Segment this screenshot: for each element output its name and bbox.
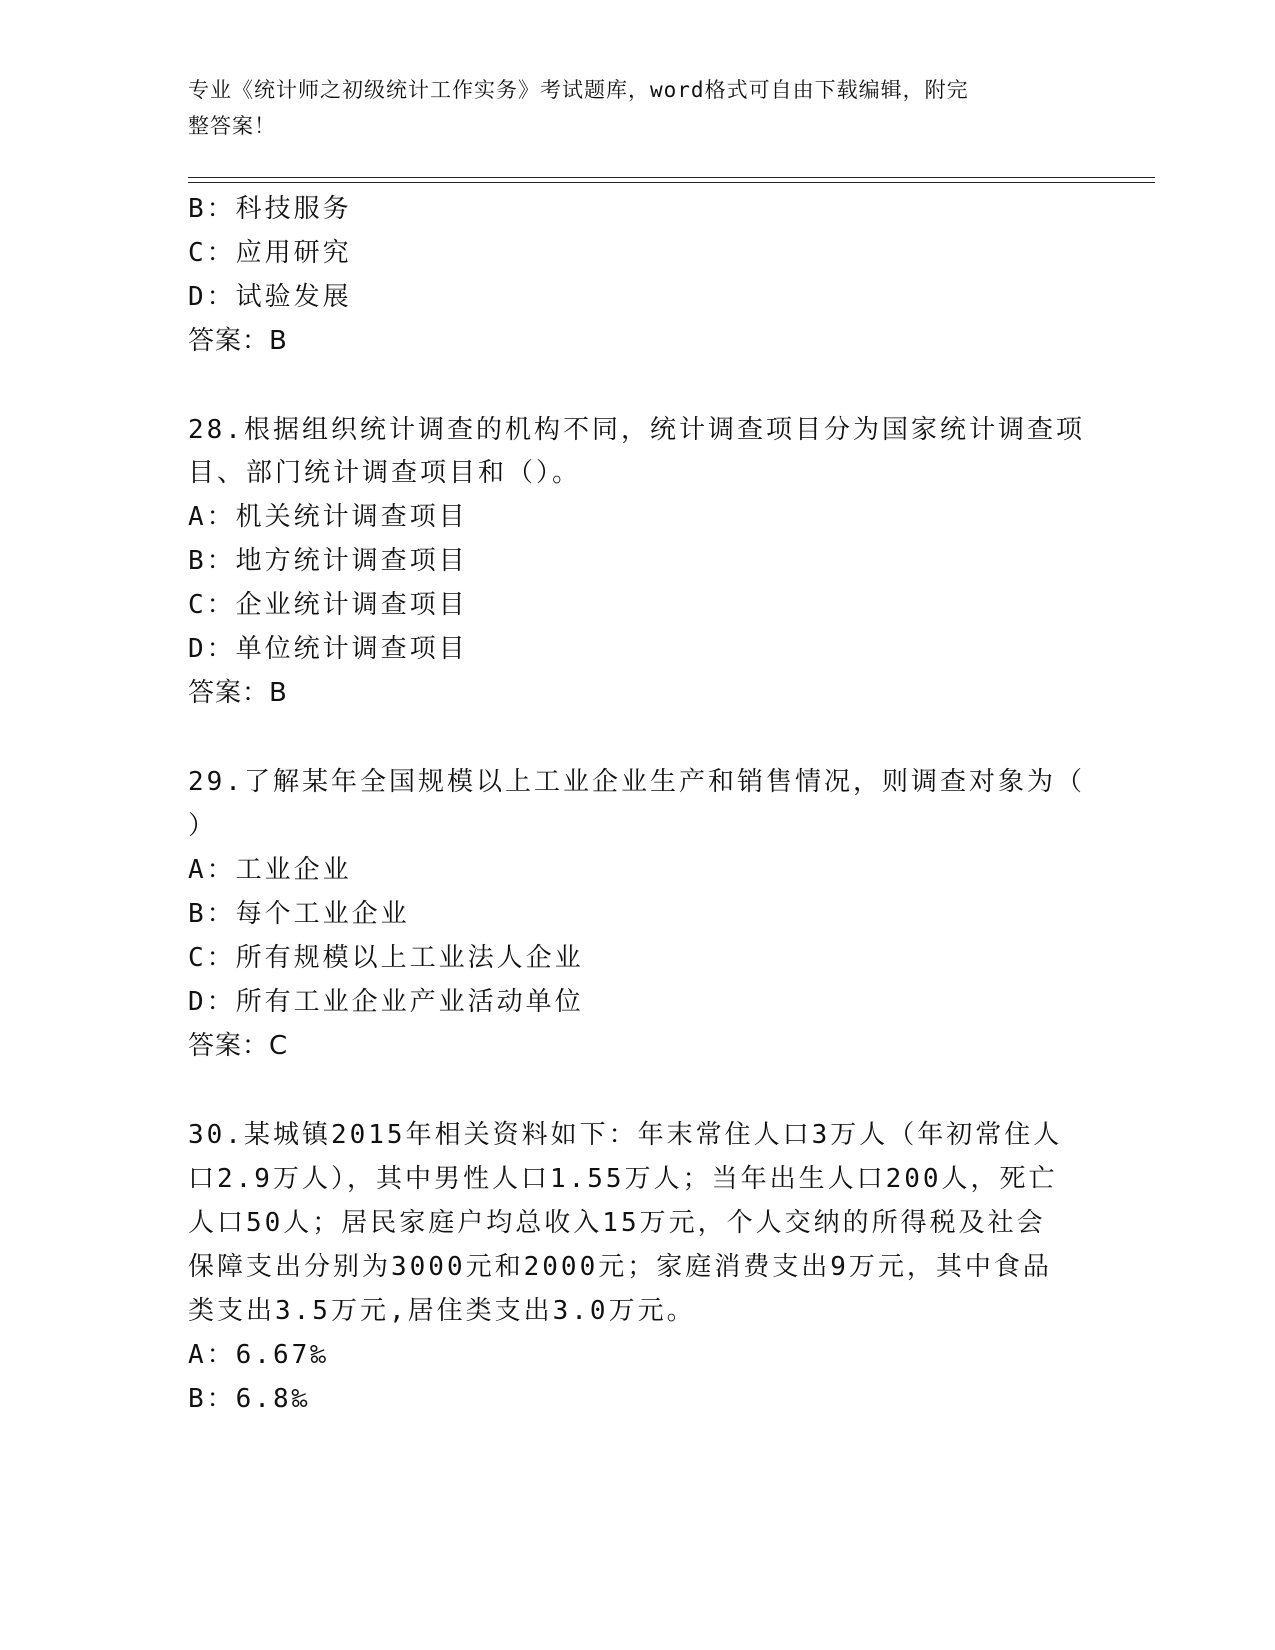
q29-stem-line-1: 29.了解某年全国规模以上工业企业生产和销售情况，则调查对象为（ [188,767,1085,797]
q30-option-b: B：6.8‰ [188,1384,311,1414]
q28-stem-line-1: 28.根据组织统计调查的机构不同，统计调查项目分为国家统计调查项 [188,415,1085,445]
q30-stem-line-1: 30.某城镇2015年相关资料如下：年末常住人口3万人（年初常住人 [188,1120,1063,1150]
q30-option-a: A：6.67‰ [188,1340,329,1370]
q28-option-b: B：地方统计调查项目 [188,546,468,576]
q28-option-d: D：单位统计调查项目 [188,634,468,664]
q29-option-a: A：工业企业 [188,855,352,885]
header-divider-bottom [188,182,1155,183]
q29-option-d: D：所有工业企业产业活动单位 [188,987,584,1017]
q27-option-b: B：科技服务 [188,194,352,224]
q29-option-c: C：所有规模以上工业法人企业 [188,943,584,973]
q30-stem-line-5: 类支出3.5万元,居住类支出3.0万元。 [188,1296,696,1326]
q28-option-c: C：企业统计调查项目 [188,590,468,620]
header-line-1: 专业《统计师之初级统计工作实务》考试题库，word格式可自由下载编辑，附完 [188,78,969,102]
q30-stem-line-2: 口2.9万人），其中男性人口1.55万人；当年出生人口200人，死亡 [188,1164,1058,1194]
header-divider-top [188,177,1155,178]
q28-option-a: A：机关统计调查项目 [188,502,468,532]
document-header [188,72,1078,144]
q27-option-d: D：试验发展 [188,282,352,312]
q29-answer: 答案：C [188,1031,289,1061]
q27-option-c: C：应用研究 [188,238,352,268]
q30-stem-line-4: 保障支出分别为3000元和2000元；家庭消费支出9万元，其中食品 [188,1252,1052,1282]
header-line-2: 整答案！ [188,114,276,138]
q28-answer: 答案：B [188,678,288,708]
q27-answer: 答案：B [188,326,288,356]
q30-stem-line-3: 人口50人；居民家庭户均总收入15万元，个人交纳的所得税及社会 [188,1208,1046,1238]
q28-stem-line-2: 目、部门统计调查项目和（）。 [188,458,582,488]
q29-stem-line-2: ） [188,811,218,841]
q29-option-b: B：每个工业企业 [188,899,410,929]
